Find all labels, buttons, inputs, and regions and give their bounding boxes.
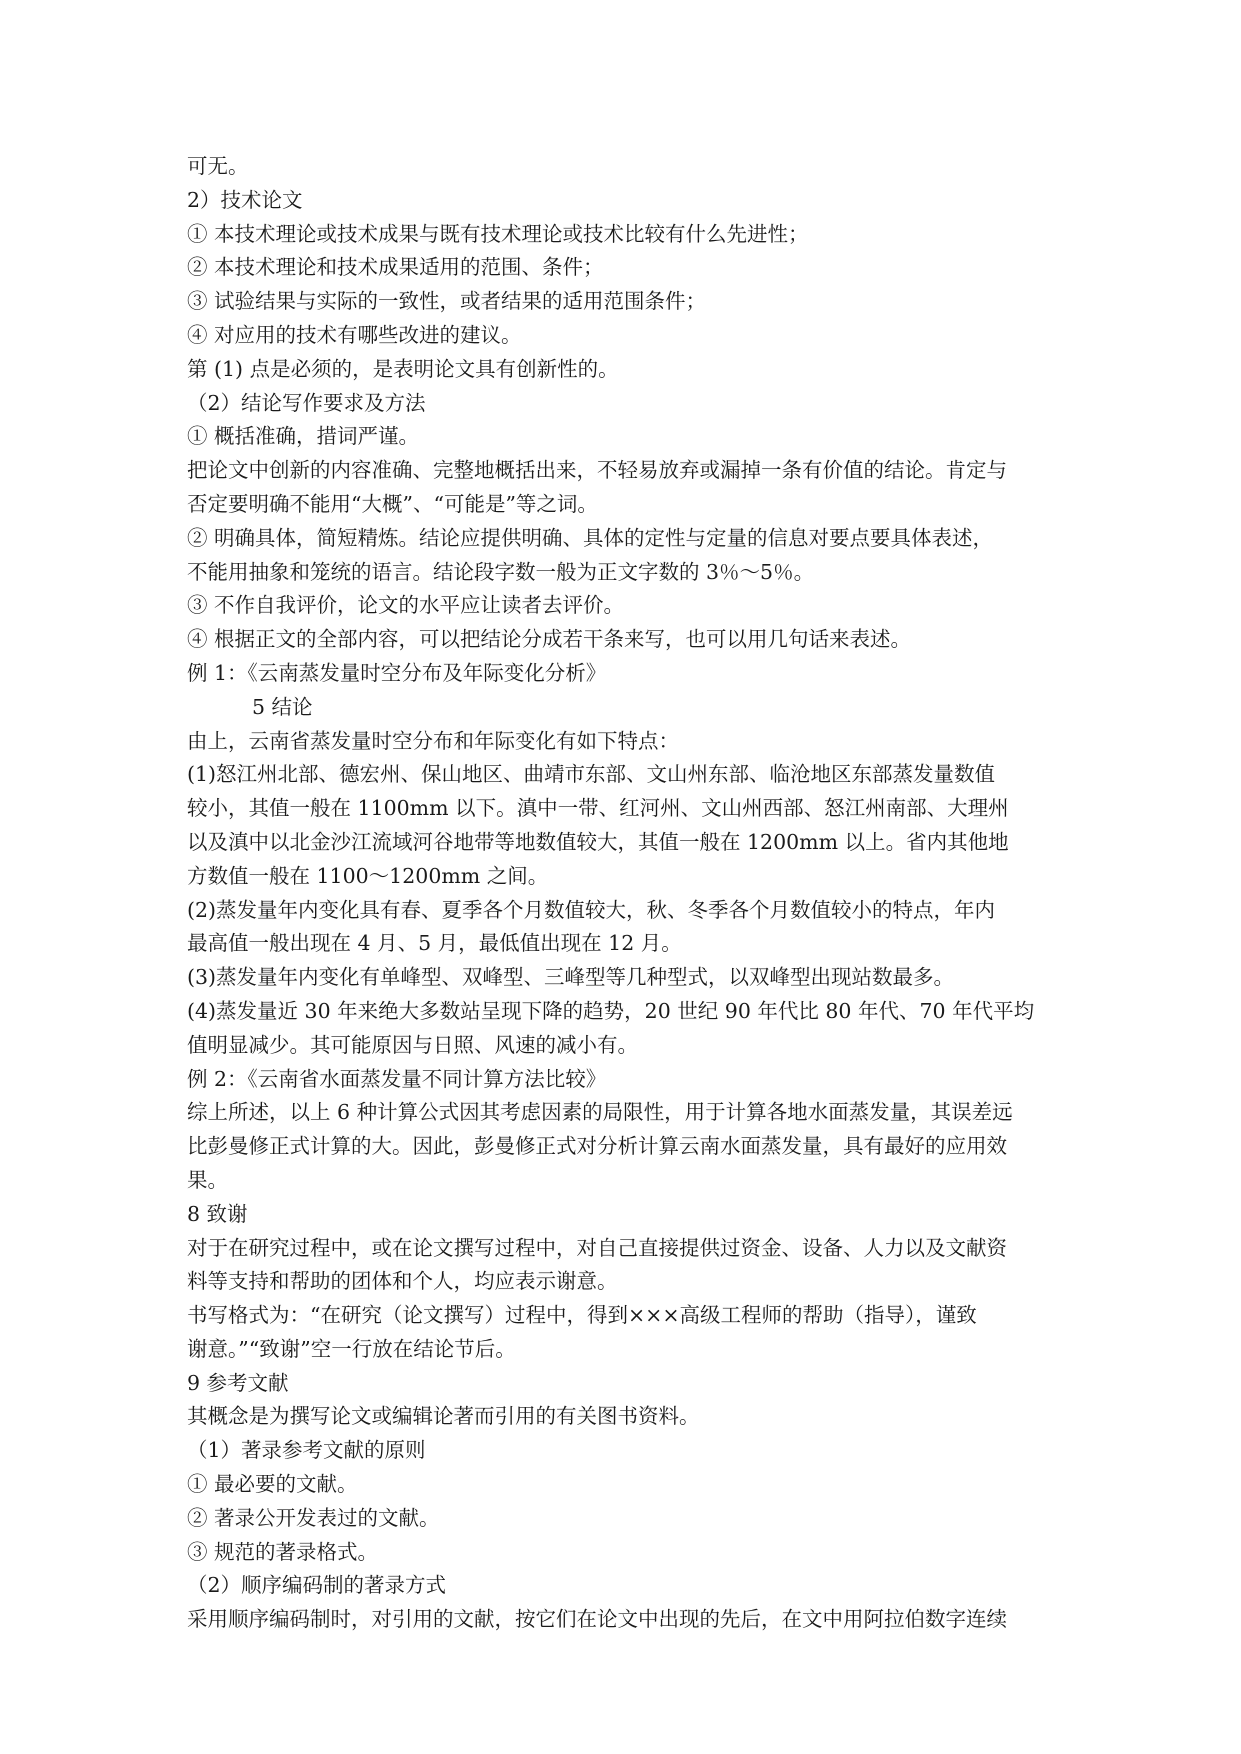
text-line: (1)怒江州北部、德宏州、保山地区、曲靖市东部、文山州东部、临沧地区东部蒸发量数值: [187, 762, 996, 787]
text-line: 果。: [187, 1167, 228, 1192]
section-heading: 9 参考文献: [187, 1370, 289, 1395]
text-line: 不能用抽象和笼统的语言。结论段字数一般为正文字数的 3％～5％。: [187, 559, 815, 584]
text-line: 最高值一般出现在 4 月、5 月，最低值出现在 12 月。: [187, 931, 682, 956]
list-item: ③ 不作自我评价，论文的水平应让读者去评价。: [187, 593, 625, 618]
text-line: 否定要明确不能用“大概”、“可能是”等之词。: [187, 491, 598, 516]
text-line: 可无。: [187, 154, 249, 178]
list-item: ② 明确具体，简短精炼。结论应提供明确、具体的定性与定量的信息对要点要具体表述，: [187, 525, 994, 550]
text-line: 对于在研究过程中，或在论文撰写过程中，对自己直接提供过资金、设备、人力以及文献资: [187, 1235, 1007, 1260]
text-line: 方数值一般在 1100～1200mm 之间。: [187, 863, 549, 888]
example-title: 例 2：《云南省水面蒸发量不同计算方法比较》: [187, 1066, 607, 1091]
text-line: 料等支持和帮助的团体和个人，均应表示谢意。: [187, 1269, 618, 1294]
list-item: ③ 试验结果与实际的一致性，或者结果的适用范围条件；: [187, 289, 707, 314]
list-item: ① 本技术理论或技术成果与既有技术理论或技术比较有什么先进性；: [187, 221, 809, 246]
example-title: 例 1：《云南蒸发量时空分布及年际变化分析》: [187, 660, 607, 685]
section-heading: （2）结论写作要求及方法: [187, 390, 426, 415]
list-item: ① 概括准确，措词严谨。: [187, 424, 420, 449]
list-item: ② 著录公开发表过的文献。: [187, 1505, 440, 1530]
section-heading: 2）技术论文: [187, 187, 303, 212]
list-item: ④ 对应用的技术有哪些改进的建议。: [187, 322, 522, 347]
text-line: (3)蒸发量年内变化有单峰型、双峰型、三峰型等几种型式，以双峰型出现站数最多。: [187, 965, 955, 990]
text-line: 其概念是为撰写论文或编辑论著而引用的有关图书资料。: [187, 1404, 700, 1429]
text-line: 把论文中创新的内容准确、完整地概括出来，不轻易放弃或漏掉一条有价值的结论。肯定与: [187, 458, 1007, 483]
text-line: 第 (1) 点是必须的，是表明论文具有创新性的。: [187, 356, 619, 381]
list-item: ② 本技术理论和技术成果适用的范围、条件；: [187, 255, 604, 280]
text-line: 由上，云南省蒸发量时空分布和年际变化有如下特点：: [187, 728, 679, 753]
text-line: 以及滇中以北金沙江流域河谷地带等地数值较大，其值一般在 1200mm 以上。省内其他地: [187, 829, 1009, 854]
list-item: ① 最必要的文献。: [187, 1472, 358, 1497]
text-line: 采用顺序编码制时，对引用的文献，按它们在论文中出现的先后，在文中用阿拉伯数字连续: [187, 1607, 1007, 1632]
section-heading: 8 致谢: [187, 1201, 248, 1226]
text-line: 书写格式为：“在研究（论文撰写）过程中，得到×××高级工程师的帮助（指导），谨致: [187, 1303, 977, 1328]
section-heading: （1）著录参考文献的原则: [187, 1438, 426, 1463]
example-subheading: 5 结论: [252, 694, 313, 719]
list-item: ③ 规范的著录格式。: [187, 1539, 379, 1564]
document-body: [187, 150, 1057, 1637]
text-line: 比彭曼修正式计算的大。因此，彭曼修正式对分析计算云南水面蒸发量，具有最好的应用效: [187, 1134, 1007, 1159]
text-line: 较小，其值一般在 1100mm 以下。滇中一带、红河州、文山州西部、怒江州南部、大理州: [187, 796, 1009, 821]
text-line: 谢意。”“致谢”空一行放在结论节后。: [187, 1336, 516, 1361]
text-line: (2)蒸发量年内变化具有春、夏季各个月数值较大，秋、冬季各个月数值较小的特点，年内: [187, 897, 996, 922]
text-line: 值明显减少。其可能原因与日照、风速的减小有。: [187, 1032, 638, 1057]
section-heading: （2）顺序编码制的著录方式: [187, 1573, 447, 1598]
text-line: (4)蒸发量近 30 年来绝大多数站呈现下降的趋势，20 世纪 90 年代比 80 年代、70 年代平均: [187, 998, 1035, 1023]
list-item: ④ 根据正文的全部内容，可以把结论分成若干条来写，也可以用几句话来表述。: [187, 627, 912, 652]
text-line: 综上所述，以上 6 种计算公式因其考虑因素的局限性，用于计算各地水面蒸发量，其误差远: [187, 1100, 1013, 1125]
